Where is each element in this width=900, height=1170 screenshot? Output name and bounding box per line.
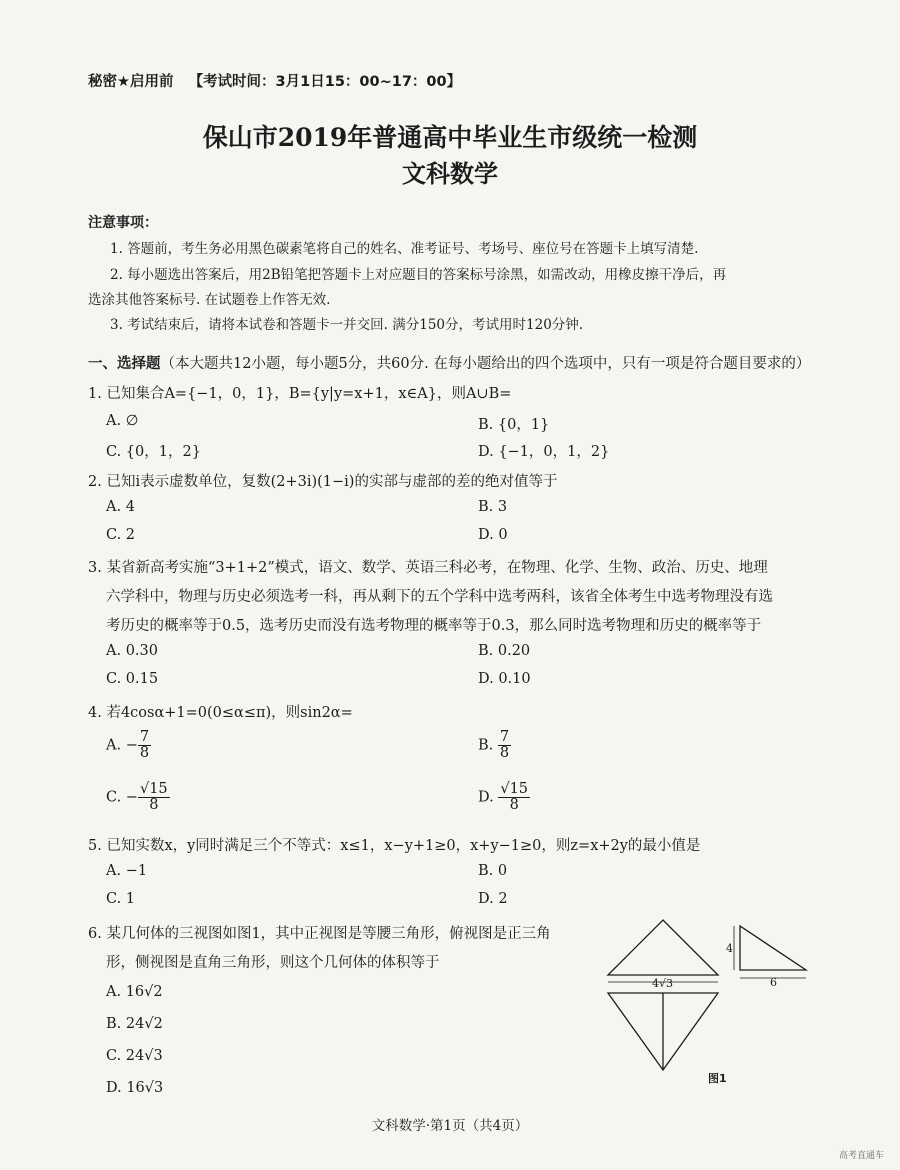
question-3-option-c: C. 0.15: [106, 671, 159, 687]
question-4-stem: 4. 若4cosα+1=0(0≤α≤π)，则sin2α=: [88, 705, 353, 721]
option-prefix: D.: [478, 789, 499, 806]
fraction: [138, 730, 151, 761]
numerator: 7: [139, 729, 150, 745]
page-footer: 文科数学·第1页（共4页）: [371, 1118, 529, 1134]
option-prefix: C. −: [106, 789, 138, 806]
question-4-option-c: [106, 782, 170, 813]
question-2-option-c: C. 2: [106, 527, 136, 543]
fraction: [498, 730, 511, 761]
side-view-triangle: [740, 926, 806, 970]
numerator: √15: [139, 781, 168, 797]
question-4-option-a: [106, 730, 151, 761]
front-width-label: 4√3: [652, 977, 674, 990]
notice-heading: 注意事项：: [88, 215, 158, 231]
question-1-option-b: B. {0，1}: [478, 417, 550, 433]
question-1-option-a: A. ∅: [106, 413, 139, 429]
page-title: 保山市2019年普通高中毕业生市级统一检测: [202, 123, 698, 152]
fraction: [498, 782, 530, 813]
question-3-stem-line-3: 考历史的概率等于0.5，选考历史而没有选考物理的概率等于0.3，那么同时选考物理和历史的概率等于: [106, 618, 762, 634]
question-3-option-d: D. 0.10: [478, 671, 531, 687]
question-2-option-d: D. 0: [478, 527, 508, 543]
question-6-option-a: A. 16√2: [106, 984, 163, 1000]
side-height-label: 4: [726, 942, 733, 955]
question-1-stem: 1. 已知集合A={−1，0，1}，B={y|y=x+1，x∈A}，则A∪B=: [88, 386, 512, 402]
secret-label: 秘密★启用前: [88, 74, 174, 90]
question-3-option-b: B. 0.20: [478, 643, 531, 659]
question-2-stem: 2. 已知i表示虚数单位，复数(2+3i)(1−i)的实部与虚部的差的绝对值等于: [88, 474, 558, 490]
question-6-stem-line-2: 形，侧视图是直角三角形，则这个几何体的体积等于: [106, 955, 440, 971]
watermark: 高考直通车: [838, 1151, 884, 1161]
question-5-option-b: B. 0: [478, 863, 508, 879]
question-5-option-a: A. −1: [106, 863, 148, 879]
notice-item-3: 3. 考试结束后，请将本试卷和答题卡一并交回. 满分150分，考试用时120分钟.: [110, 317, 584, 333]
section-desc: （本大题共12小题，每小题5分，共60分. 在每小题给出的四个选项中，只有一项是符合题目要求的）: [160, 356, 811, 372]
question-1-option-c: C. {0，1，2}: [106, 444, 201, 460]
notice-item-2-cont: 选涂其他答案标号. 在试题卷上作答无效.: [88, 292, 331, 308]
question-4-option-d: [478, 782, 530, 813]
question-3-option-a: A. 0.30: [106, 643, 158, 659]
denominator: 8: [499, 745, 510, 762]
denominator: 8: [139, 745, 150, 762]
side-base-label: 6: [770, 976, 777, 989]
question-2-option-b: B. 3: [478, 499, 508, 515]
question-4-option-b: [478, 730, 511, 761]
question-5-stem: 5. 已知实数x，y同时满足三个不等式：x≤1，x−y+1≥0，x+y−1≥0，则z=x+2y的最小值是: [88, 838, 701, 854]
section-heading: [88, 352, 810, 373]
front-view-triangle: [608, 920, 718, 975]
question-5-option-d: D. 2: [478, 891, 508, 907]
option-prefix: A. −: [106, 737, 138, 754]
option-prefix: B.: [478, 737, 498, 754]
denominator: 8: [149, 797, 159, 814]
question-6-option-b: B. 24√2: [106, 1016, 163, 1032]
page-subtitle: 文科数学: [402, 159, 498, 188]
section-label: 一、选择题: [88, 356, 161, 372]
question-5-option-c: C. 1: [106, 891, 136, 907]
denominator: 8: [509, 797, 519, 814]
three-view-figure: [600, 910, 810, 1090]
question-6-option-c: C. 24√3: [106, 1048, 163, 1064]
exam-time: 【考试时间：3月1日15：00~17：00】: [188, 74, 462, 90]
fraction: [138, 782, 170, 813]
question-3-stem-line-2: 六学科中，物理与历史必须选考一科，再从剩下的五个学科中选考两科，该省全体考生中选考物理没有选: [106, 589, 773, 605]
question-6-stem-line-1: 6. 某几何体的三视图如图1，其中正视图是等腰三角形，俯视图是正三角: [88, 926, 551, 942]
numerator: √15: [500, 781, 529, 797]
question-2-option-a: A. 4: [106, 499, 135, 515]
notice-item-1: 1. 答题前，考生务必用黑色碳素笔将自己的姓名、准考证号、考场号、座位号在答题卡上填写清楚.: [110, 241, 699, 257]
figure-caption: 图1: [708, 1072, 727, 1085]
notice-item-2: 2. 每小题选出答案后，用2B铅笔把答题卡上对应题目的答案标号涂黑，如需改动，用橡皮擦干净后，再: [110, 267, 727, 283]
question-3-stem-line-1: 3. 某省新高考实施“3+1+2”模式，语文、数学、英语三科必考，在物理、化学、生物、政治、历史、地理: [88, 560, 768, 576]
numerator: 7: [499, 729, 510, 745]
question-6-option-d: D. 16√3: [106, 1080, 164, 1096]
question-1-option-d: D. {−1，0，1，2}: [478, 444, 610, 460]
header: [88, 70, 461, 91]
